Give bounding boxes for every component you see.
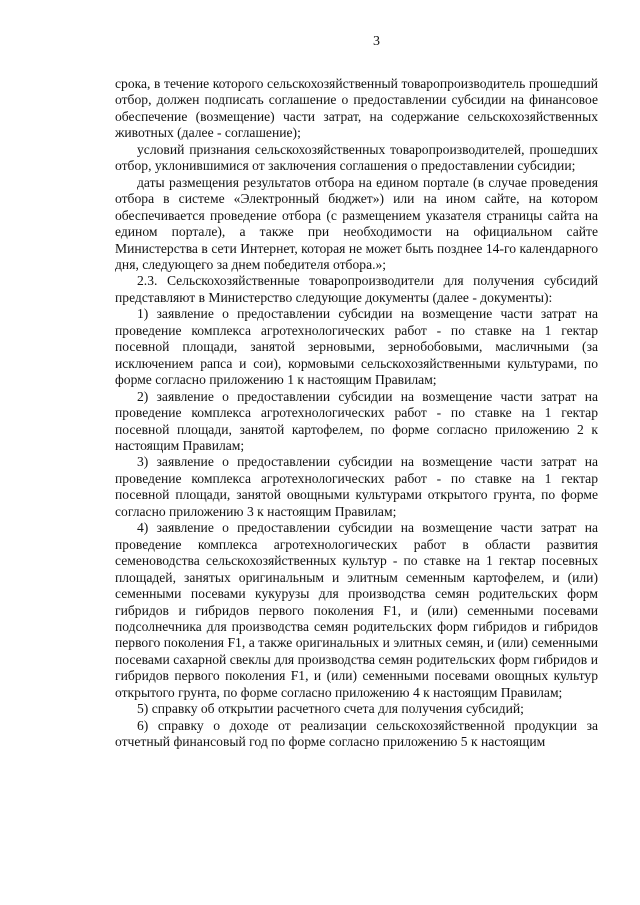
list-item: 1) заявление о предоставлении субсидии на возмещение части затрат на проведение комплекса агротехнологических работ - по ставке на 1 гектар посевной площади, занятой зерновыми, зернобобовыми, масличными (за исключением рапса и сои), кормовыми сельскохозяйственными культурами, по форме согласно приложению 1 к настоящим Правилам; <box>115 306 598 388</box>
paragraph: даты размещения результатов отбора на едином портале (в случае проведения отбора в системе «Электронный бюджет») или на ином сайте, на котором обеспечивается проведение отбора (с размещением указателя страницы сайта на едином портале), а также при необходимости на официальном сайте Министерства в сети Интернет, которая не может быть позднее 14-го календарного дня, следующего за днем победителя отбора.»; <box>115 174 598 272</box>
page-number: 3 <box>373 34 380 49</box>
paragraph: условий признания сельскохозяйственных товаропроизводителей, прошедших отбор, уклонившимися от заключения соглашения о предоставлении субсидии; <box>115 141 598 174</box>
list-item: 5) справку об открытии расчетного счета для получения субсидий; <box>137 701 524 717</box>
list-item: 6) справку о доходе от реализации сельскохозяйственной продукции за отчетный финансовый год по форме согласно приложению 5 к настоящим <box>115 717 598 750</box>
list-item: 4) заявление о предоставлении субсидии на возмещение части затрат на проведение комплекса агротехнологических работ в области развития семеноводства сельскохозяйственных культур - по ставке на 1 гектар посевных площадей, занятых оригинальным и элитным семенным картофелем, и (или) семенными посевами кукурузы для производства семян родительских форм гибридов и гибридов первого поколения F1, и (или) семенными посевами подсолнечника для производства семян родительских форм гибридов и гибридов первого поколения F1, а также оригинальных и элитных семян, и (или) семенными посевами сахарной свеклы для производства семян родительских форм гибридов и гибридов первого поколения F1, и (или) семенными посевами овощных культур открытого грунта, по форме согласно приложению 4 к настоящим Правилам; <box>115 520 598 700</box>
paragraph: 2.3. Сельскохозяйственные товаропроизводители для получения субсидий представляют в Министерство следующие документы (далее - документы): <box>115 273 598 305</box>
list-item: 3) заявление о предоставлении субсидии на возмещение части затрат на проведение комплекса агротехнологических работ - по ставке на 1 гектар посевной площади, занятой овощными культурами открытого грунта, по форме согласно приложению 3 к настоящим Правилам; <box>115 454 598 519</box>
paragraph: срока, в течение которого сельскохозяйственный товаропроизводитель прошедший отбор, должен подписать соглашение о предоставлении субсидии на финансовое обеспечение (возмещение) части затрат, на содержание сельскохозяйственных животных (далее - соглашение); <box>115 76 598 141</box>
list-item: 2) заявление о предоставлении субсидии на возмещение части затрат на проведение комплекса агротехнологических работ - по ставке на 1 гектар посевной площади, занятой картофелем, по форме согласно приложению 2 к настоящим Правилам; <box>115 388 598 453</box>
